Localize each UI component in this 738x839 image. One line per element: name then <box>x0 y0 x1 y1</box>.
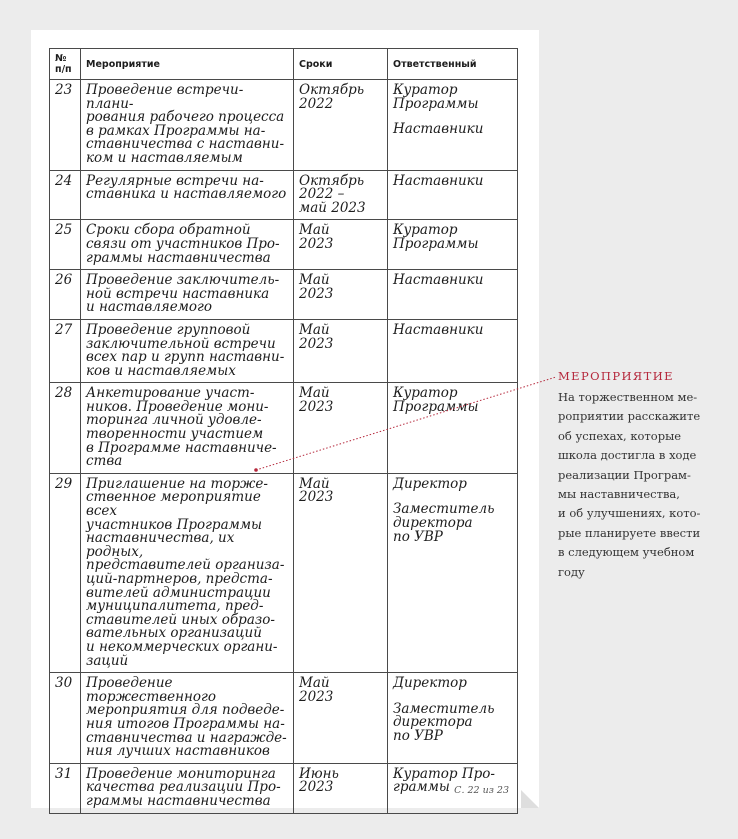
row-number: 24 <box>50 170 81 220</box>
header-responsible: Ответственный <box>388 49 518 80</box>
event-cell: Сроки сбора обратной связи от участников Про- граммы наставничества <box>81 220 294 270</box>
header-event: Мероприятие <box>81 49 294 80</box>
callout-text: На торжественном ме- роприятии расскажите об успехах, которые школа достигла в ходе реализации Програм- мы наставничества, и об улучшениях, кото- рые планируете ввести в следующем учебном году <box>558 390 701 579</box>
dates-cell: Май 2023 <box>294 319 388 382</box>
event-cell: Регулярные встречи на- ставника и наставляемого <box>81 170 294 220</box>
responsible-entry: Наставники <box>393 172 484 189</box>
row-number: 26 <box>50 270 81 320</box>
responsible-entry: Заместитель директора по УВР <box>393 501 495 545</box>
responsible-entry: Наставники <box>393 272 484 289</box>
responsible-entry: Куратор Программы <box>393 82 479 112</box>
dates-cell: Май 2023 <box>294 383 388 474</box>
event-cell: Приглашение на торже- ственное мероприятие всех участников Программы наставничества, их родных, представителей организа- ций-партнеров, предста- вителей администрации муниципалитета, пред- ставителей иных образо- вательных организаций и некоммерческих органи- заций <box>81 473 294 672</box>
responsible-entry: Наставники <box>393 121 484 138</box>
event-cell: Проведение встречи-плани- рования рабочего процесса в рамках Программы на- ставничества с наставни- ком и наставляемым <box>81 80 294 171</box>
responsible-entry: Директор <box>393 475 467 492</box>
dates-cell: Май 2023 <box>294 473 388 672</box>
responsible-entry: Куратор Программы <box>393 385 479 415</box>
row-number: 30 <box>50 673 81 764</box>
responsible-entry: Куратор Программы <box>393 222 479 252</box>
event-cell: Анкетирование участ- ников. Проведение мони- торинга личной удовле- творенности участием в Программе наставниче- ства <box>81 383 294 474</box>
header-number: № п/п <box>50 49 81 80</box>
dates-cell: Май 2023 <box>294 673 388 764</box>
callout-title: МЕРОПРИЯТИЕ <box>558 369 674 383</box>
responsible-entry: Наставники <box>393 321 484 338</box>
row-number: 27 <box>50 319 81 382</box>
dates-cell: Май 2023 <box>294 220 388 270</box>
responsible-entry: Заместитель директора по УВР <box>393 700 495 744</box>
responsible-entry: Директор <box>393 675 467 692</box>
dates-cell: Июнь 2023 <box>294 763 388 813</box>
row-number: 25 <box>50 220 81 270</box>
responsible-entry: Куратор Про- граммы <box>393 765 495 796</box>
row-number: 23 <box>50 80 81 171</box>
event-cell: Проведение групповой заключительной встречи всех пар и групп наставни- ков и наставляемых <box>81 319 294 382</box>
row-number: 28 <box>50 383 81 474</box>
dates-cell: Май 2023 <box>294 270 388 320</box>
event-cell: Проведение заключитель- ной встречи наставника и наставляемого <box>81 270 294 320</box>
row-number: 29 <box>50 473 81 672</box>
header-dates: Сроки <box>294 49 388 80</box>
dates-cell: Октябрь 2022 – май 2023 <box>294 170 388 220</box>
dates-cell: Октябрь 2022 <box>294 80 388 171</box>
event-cell: Проведение торжественного мероприятия для подведе- ния итогов Программы на- ставничества и награжде- ния лучших наставников <box>81 673 294 764</box>
page-number: С. 22 из 23 <box>454 785 509 796</box>
event-cell: Проведение мониторинга качества реализации Про- граммы наставничества <box>81 763 294 813</box>
row-number: 31 <box>50 763 81 813</box>
